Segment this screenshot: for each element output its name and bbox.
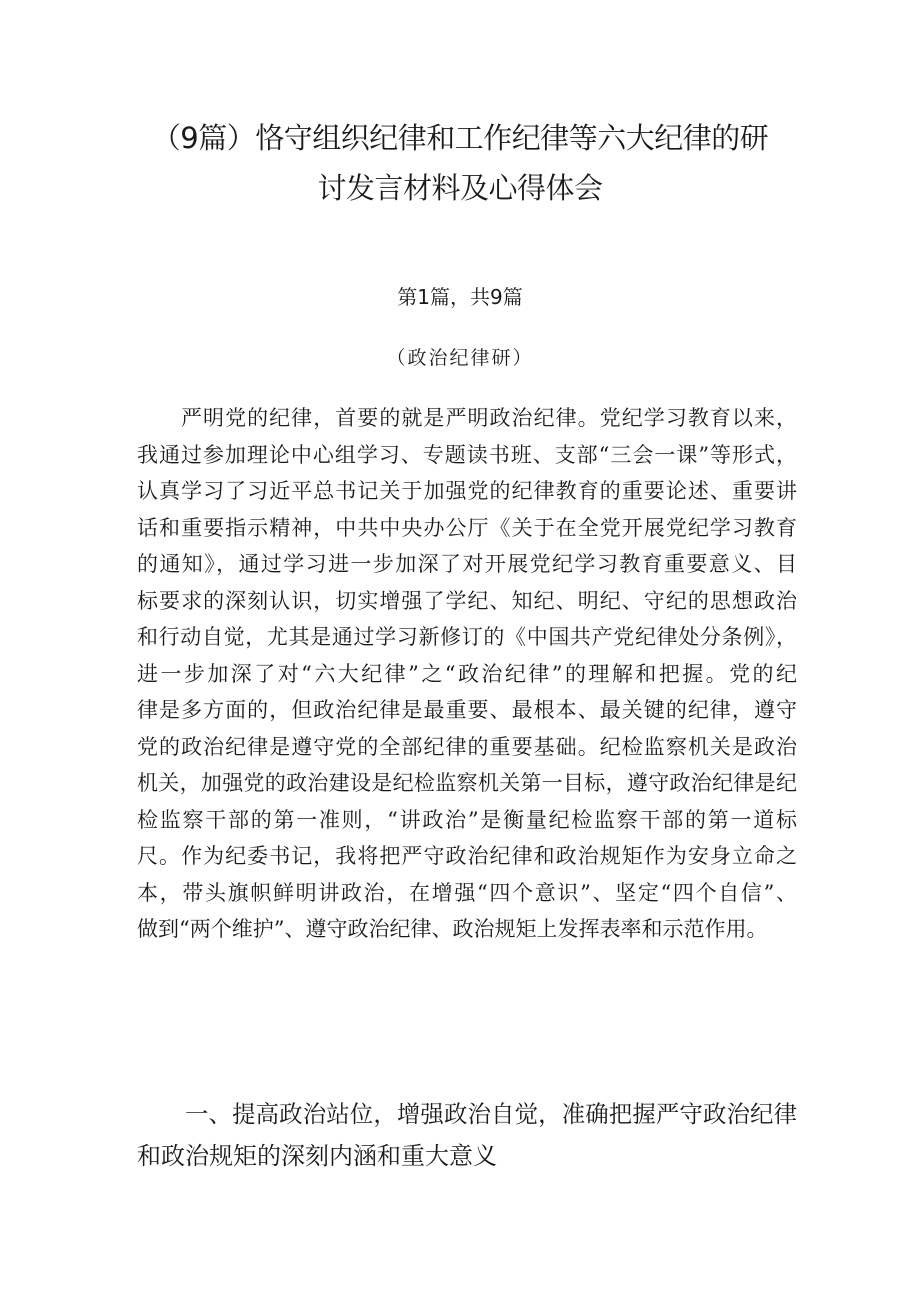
paragraph-line: 检监察干部的第一准则，“讲政治”是衡量纪检监察干部的第一道标 [137,807,797,832]
paragraph-line: 尺。作为纪委书记，我将把严守政治纪律和政治规矩作为安身立命之 [137,844,797,868]
paragraph-line: 律是多方面的，但政治纪律是最重要、最根本、最关键的纪律，遵守 [137,698,797,722]
paragraph-line: 严明党的纪律，首要的就是严明政治纪律。党纪学习教育以来， [181,406,797,430]
title-line-1: （9篇）恪守组织纪律和工作纪律等六大纪律的研 [151,121,769,155]
part-subtitle: （政治纪律研） [386,347,534,369]
paragraph-line: 党的政治纪律是遵守党的全部纪律的重要基础。纪检监察机关是政治 [137,734,797,759]
paragraph-line: 机关，加强党的政治建设是纪检监察机关第一目标，遵守政治纪律是纪 [137,771,797,795]
section-heading-line-2: 和政治规矩的深刻内涵和重大意义 [137,1142,497,1170]
title-line-2: 讨发言材料及心得体会 [317,171,603,205]
paragraph-line: 做到“两个维护”、遵守政治纪律、政治规矩上发挥表率和示范作用。 [137,917,768,941]
paragraph-line: 我通过参加理论中心组学习、专题读书班、支部“三会一课”等形式， [137,442,797,467]
paragraph-line: 和行动自觉，尤其是通过学习新修订的《中国共产党纪律处分条例》， [137,625,797,649]
paragraph-line: 认真学习了习近平总书记关于加强党的纪律教育的重要论述、重要讲 [137,479,797,503]
body-paragraph [137,400,797,948]
paragraph-line: 标要求的深刻认识，切实增强了学纪、知纪、明纪、守纪的思想政治 [137,588,797,613]
section-heading-line-1: 一、提高政治站位，增强政治自觉，准确把握严守政治纪律 [185,1100,797,1128]
paragraph-line: 进一步加深了对“六大纪律”之“政治纪律”的理解和把握。党的纪 [137,661,797,686]
document-title [120,113,800,213]
part-label: 第1篇，共9篇 [397,285,523,309]
paragraph-line: 的通知》，通过学习进一步加深了对开展党纪学习教育重要意义、目 [137,552,797,576]
paragraph-line: 本，带头旗帜鲜明讲政治，在增强“四个意识”、坚定“四个自信”、 [137,880,797,905]
section-heading [137,1093,797,1177]
paragraph-line: 话和重要指示精神，中共中央办公厅《关于在全党开展党纪学习教育 [137,515,797,540]
